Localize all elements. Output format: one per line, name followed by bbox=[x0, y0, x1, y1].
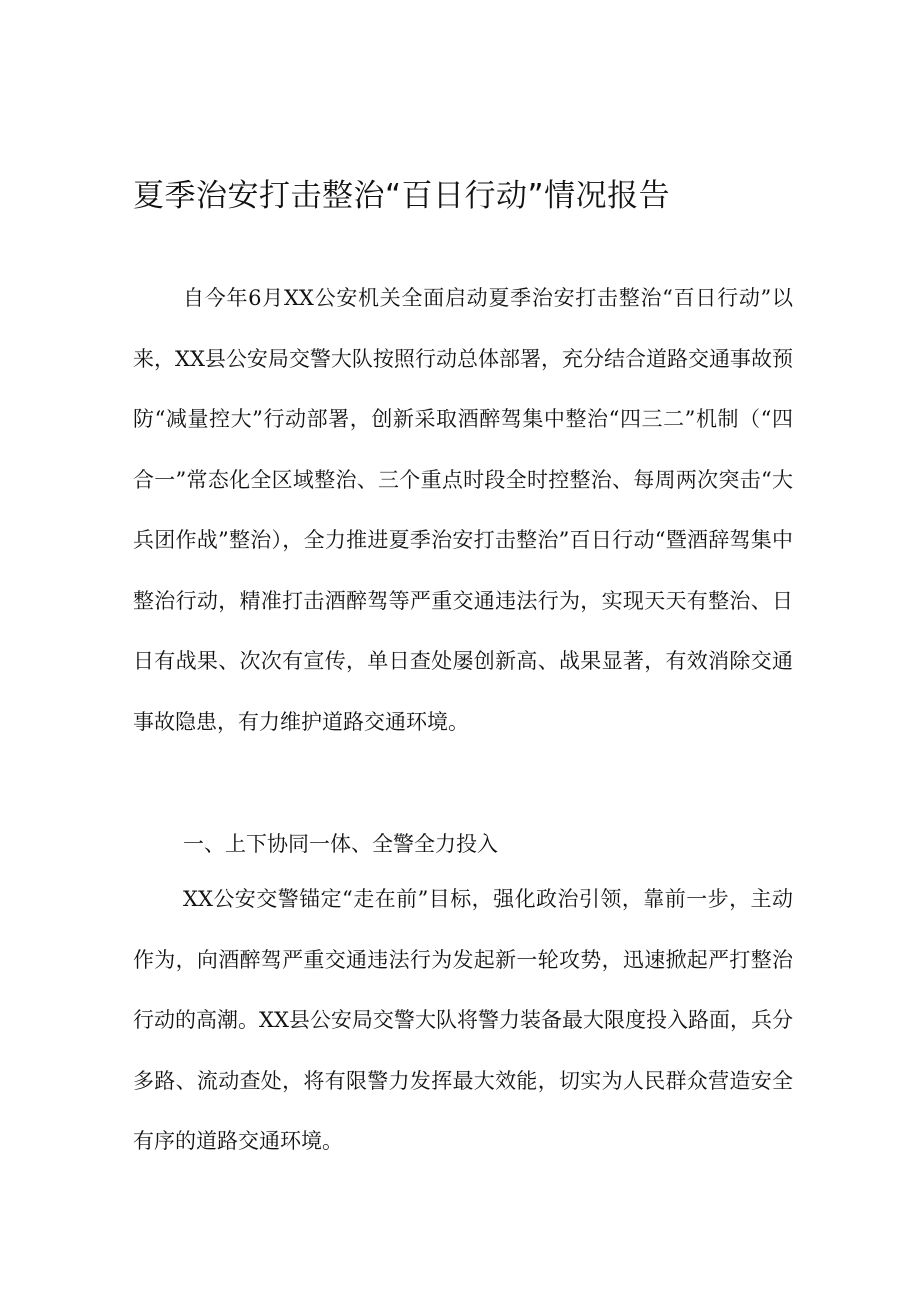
section-paragraph: XX公安交警锚定“走在前”目标，强化政治引领，靠前一步，主动作为，向酒醉驾严重交通违法行为发起新一轮攻势，迅速掀起严打整治行动的高潮。XX县公安局交警大队将警力装备最大限度投入路面，兵分多路、流动查处，将有限警力发挥最大效能，切实为人民群众营造安全有序的道路交通环境。 bbox=[133, 887, 793, 1153]
section-heading: 一、上下协同一体、全警全力投入 bbox=[183, 832, 498, 856]
document-title: 夏季治安打击整治“百日行动”情况报告 bbox=[133, 178, 671, 214]
intro-paragraph: 自今年6月XX公安机关全面启动夏季治安打击整治“百日行动”以来，XX县公安局交警大队按照行动总体部署，充分结合道路交通事故预防“减量控大”行动部署，创新采取酒醉驾集中整治“四三二”机制（“四合一”常态化全区域整治、三个重点时段全时控整治、每周两次突击“大兵团作战”整治），全力推进夏季治安打击整治”百日行动“暨酒辞驾集中整治行动，精准打击酒醉驾等严重交通违法行为，实现天天有整治、日日有战果、次次有宣传，单日查处屡创新高、战果显著，有效消除交通事故隐患，有力维护道路交通环境。 bbox=[133, 286, 793, 734]
